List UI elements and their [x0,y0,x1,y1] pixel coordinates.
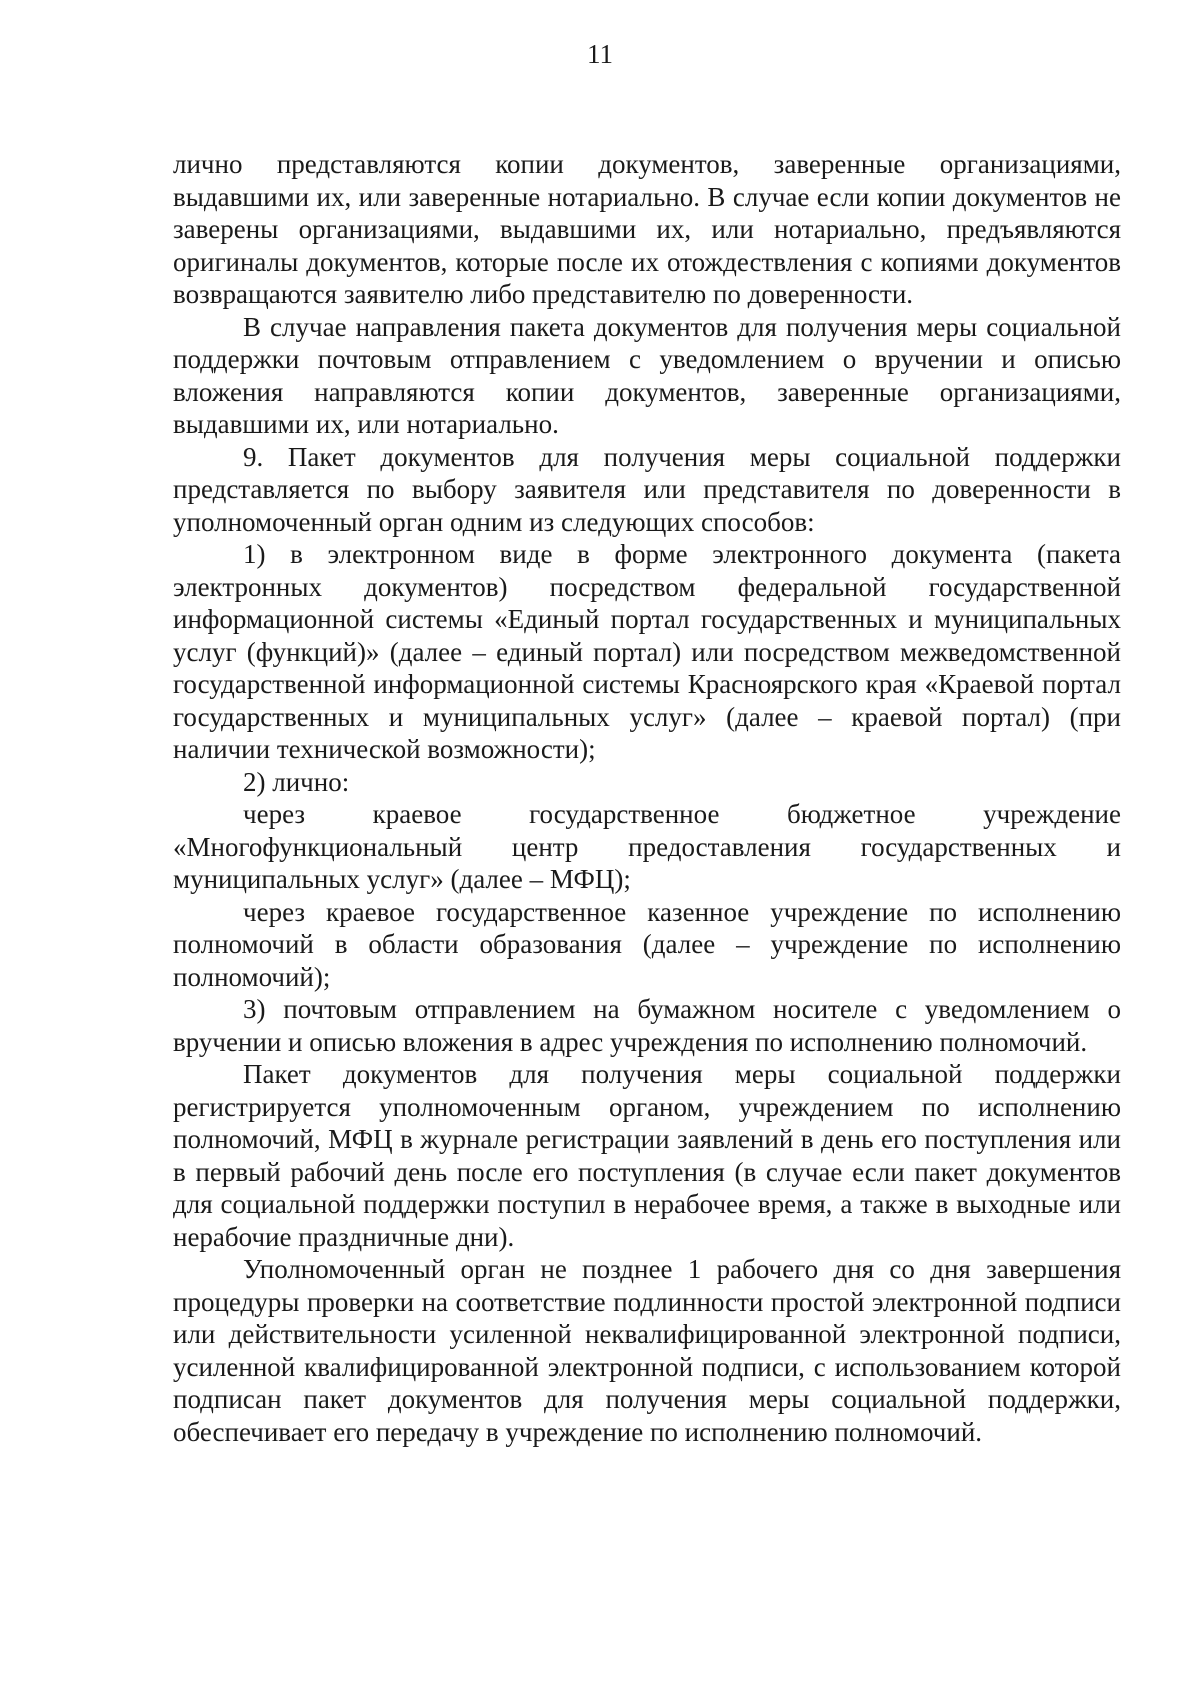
paragraph: В случае направления пакета документов для получения меры социальной поддержки почтовым отправлением с уведомлением о вручении и описью вложения направляются копии документов, заверенные организациями, выдавшими их, или нотариально. [173,311,1121,439]
paragraph: 3) почтовым отправлением на бумажном носителе с уведомлением о вручении и описью вложения в адрес учреждения по исполнению полномочий. [173,994,1121,1057]
paragraph: Уполномоченный орган не позднее 1 рабочего дня со дня завершения процедуры проверки на соответствие подлинности простой электронной подписи или действительности усиленной неквалифицированной электронной подписи, усиленной квалифицированной электронной подписи, с использованием которой подписан пакет документов для получения меры социальной поддержки, обеспечивает его передачу в учреждение по исполнению полномочий. [173,1254,1121,1447]
paragraph: 9. Пакет документов для получения меры социальной поддержки представляется по выбору заявителя или представителя по доверенности в уполномоченный орган одним из следующих способов: [173,441,1121,537]
paragraph: лично представляются копии документов, заверенные организациями, выдавшими их, или заверенные нотариально. В случае если копии документов не заверены организациями, выдавшими их, или нотариально, предъявляются оригиналы документов, которые после их отождествления с копиями документов возвращаются заявителю либо представителю по доверенности. [173,149,1121,309]
paragraph: 1) в электронном виде в форме электронного документа (пакета электронных документов) посредством федеральной государственной информационной системы «Единый портал государственных и муниципальных услуг (функций)» (далее – единый портал) или посредством межведомственной государственной информационной системы Красноярского края «Краевой портал государственных и муниципальных услуг» (далее – краевой портал) (при наличии технической возможности); [173,539,1121,764]
paragraph: 2) лично: [243,766,350,797]
page-number: 11 [587,39,613,69]
paragraph: через краевое государственное бюджетное учреждение «Многофункциональный центр предоставления государственных и муниципальных услуг» (далее – МФЦ); [173,799,1121,894]
paragraph: через краевое государственное казенное учреждение по исполнению полномочий в области образования (далее – учреждение по исполнению полномочий); [173,896,1121,992]
document-body [173,148,1121,1448]
paragraph: Пакет документов для получения меры социальной поддержки регистрируется уполномоченным органом, учреждением по исполнению полномочий, МФЦ в журнале регистрации заявлений в день его поступления или в первый рабочий день после его поступления (в случае если пакет документов для социальной поддержки поступил в нерабочее время, а также в выходные или нерабочие праздничные дни). [173,1059,1121,1252]
